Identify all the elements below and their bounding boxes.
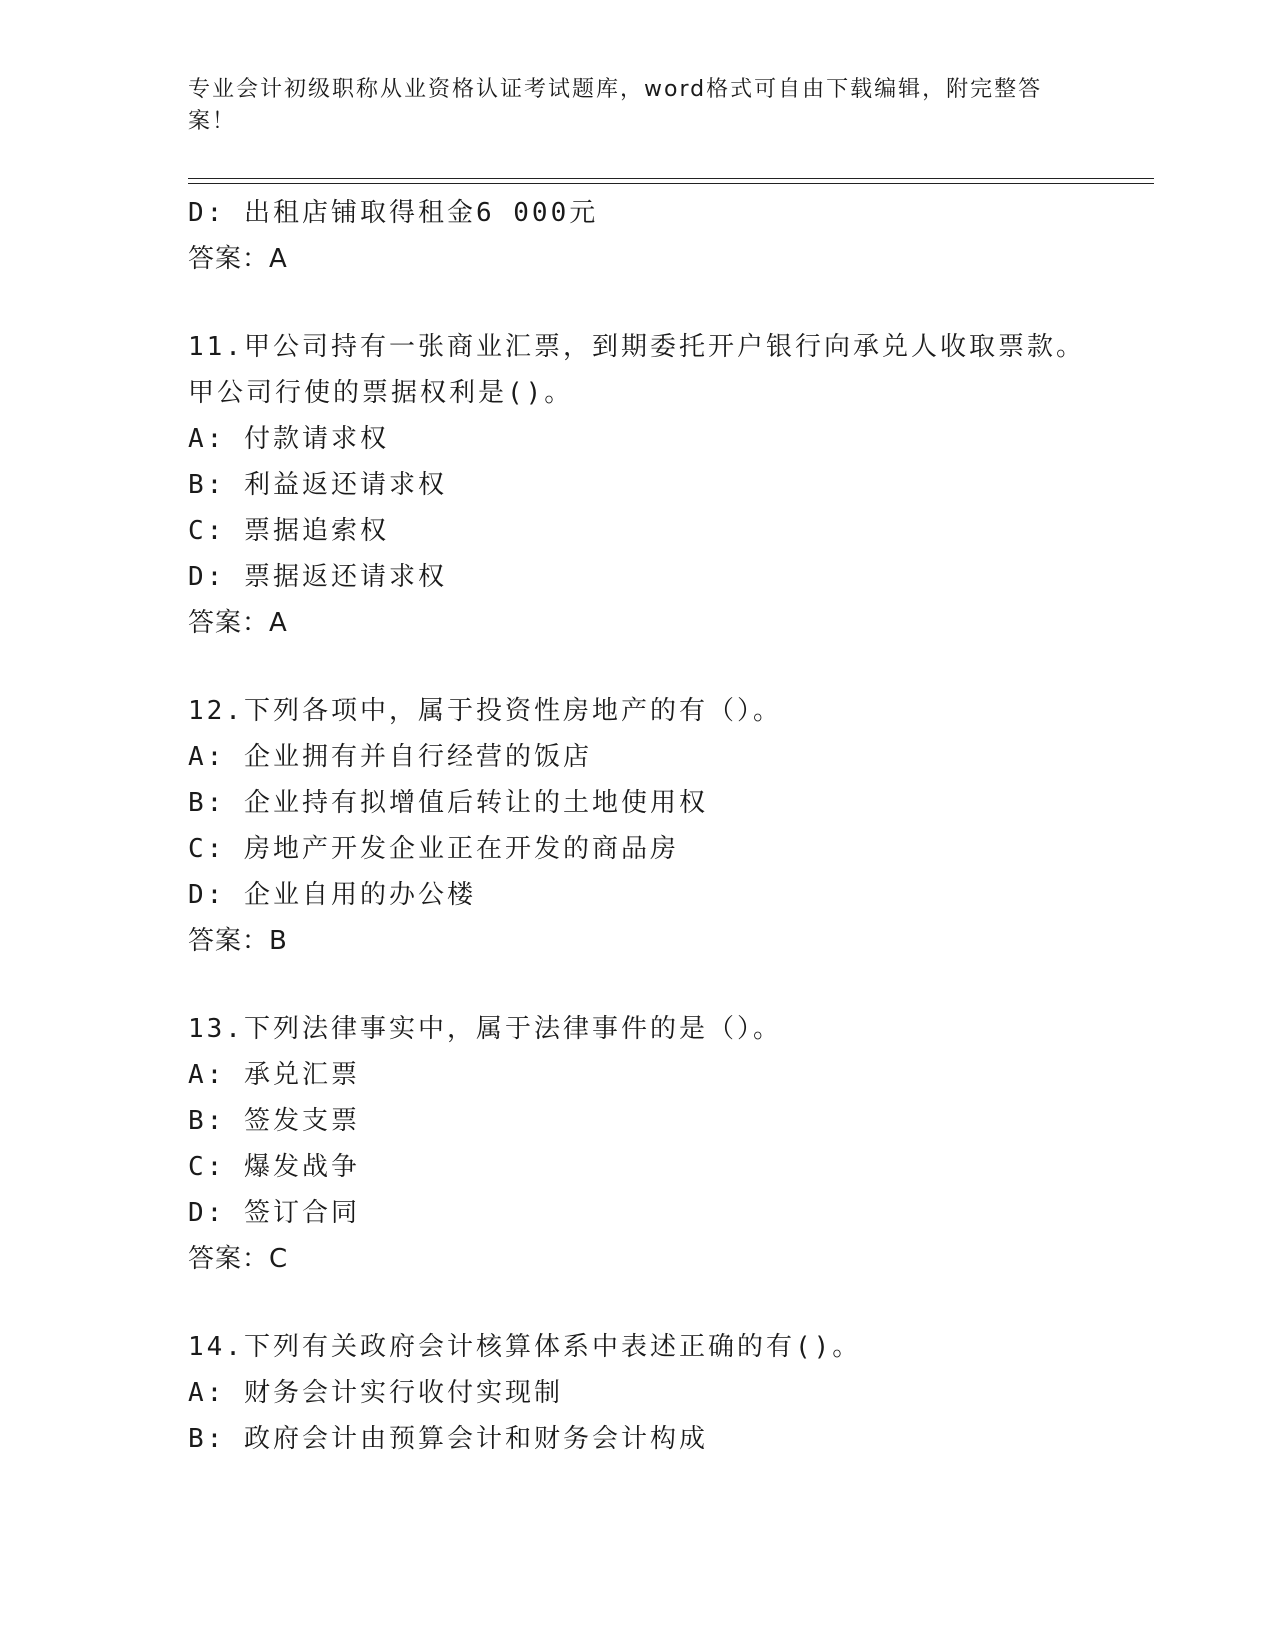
option-b: B: 政府会计由预算会计和财务会计构成 [188,1424,708,1454]
option-d: D: 出租店铺取得租金6 000元 [188,198,599,228]
question-content [188,190,1088,1462]
option-b: B: 企业持有拟增值后转让的土地使用权 [188,788,708,818]
question-stem: 12.下列各项中，属于投资性房地产的有（）。 [188,696,782,726]
option-b: B: 签发支票 [188,1106,360,1136]
question-stem: 14.下列有关政府会计核算体系中表述正确的有()。 [188,1332,862,1362]
question-stem: 11.甲公司持有一张商业汇票，到期委托开户银行向承兑人收取票款。 [188,332,1085,362]
question-stem: 13.下列法律事实中，属于法律事件的是（）。 [188,1014,782,1044]
question-stem-continued: 甲公司行使的票据权利是()。 [188,378,574,408]
option-a: A: 付款请求权 [188,424,389,454]
option-d: D: 签订合同 [188,1198,360,1228]
spacer [188,964,1088,1006]
option-a: A: 财务会计实行收付实现制 [188,1378,563,1408]
header-note: 专业会计初级职称从业资格认证考试题库，word格式可自由下载编辑，附完整答案！ [188,77,1043,134]
option-a: A: 承兑汇票 [188,1060,360,1090]
option-d: D: 企业自用的办公楼 [188,880,476,910]
answer: 答案：A [188,608,288,638]
header-divider-top [188,178,1154,179]
option-b: B: 利益返还请求权 [188,470,447,500]
option-d: D: 票据返还请求权 [188,562,447,592]
answer: 答案：A [188,244,288,274]
answer: 答案：B [188,926,288,956]
option-a: A: 企业拥有并自行经营的饭店 [188,742,592,772]
spacer [188,646,1088,688]
spacer [188,282,1088,324]
header-divider-bottom [188,183,1154,184]
option-c: C: 房地产开发企业正在开发的商品房 [188,834,679,864]
spacer [188,1282,1088,1324]
option-c: C: 票据追索权 [188,516,389,546]
option-c: C: 爆发战争 [188,1152,360,1182]
answer: 答案：C [188,1244,289,1274]
